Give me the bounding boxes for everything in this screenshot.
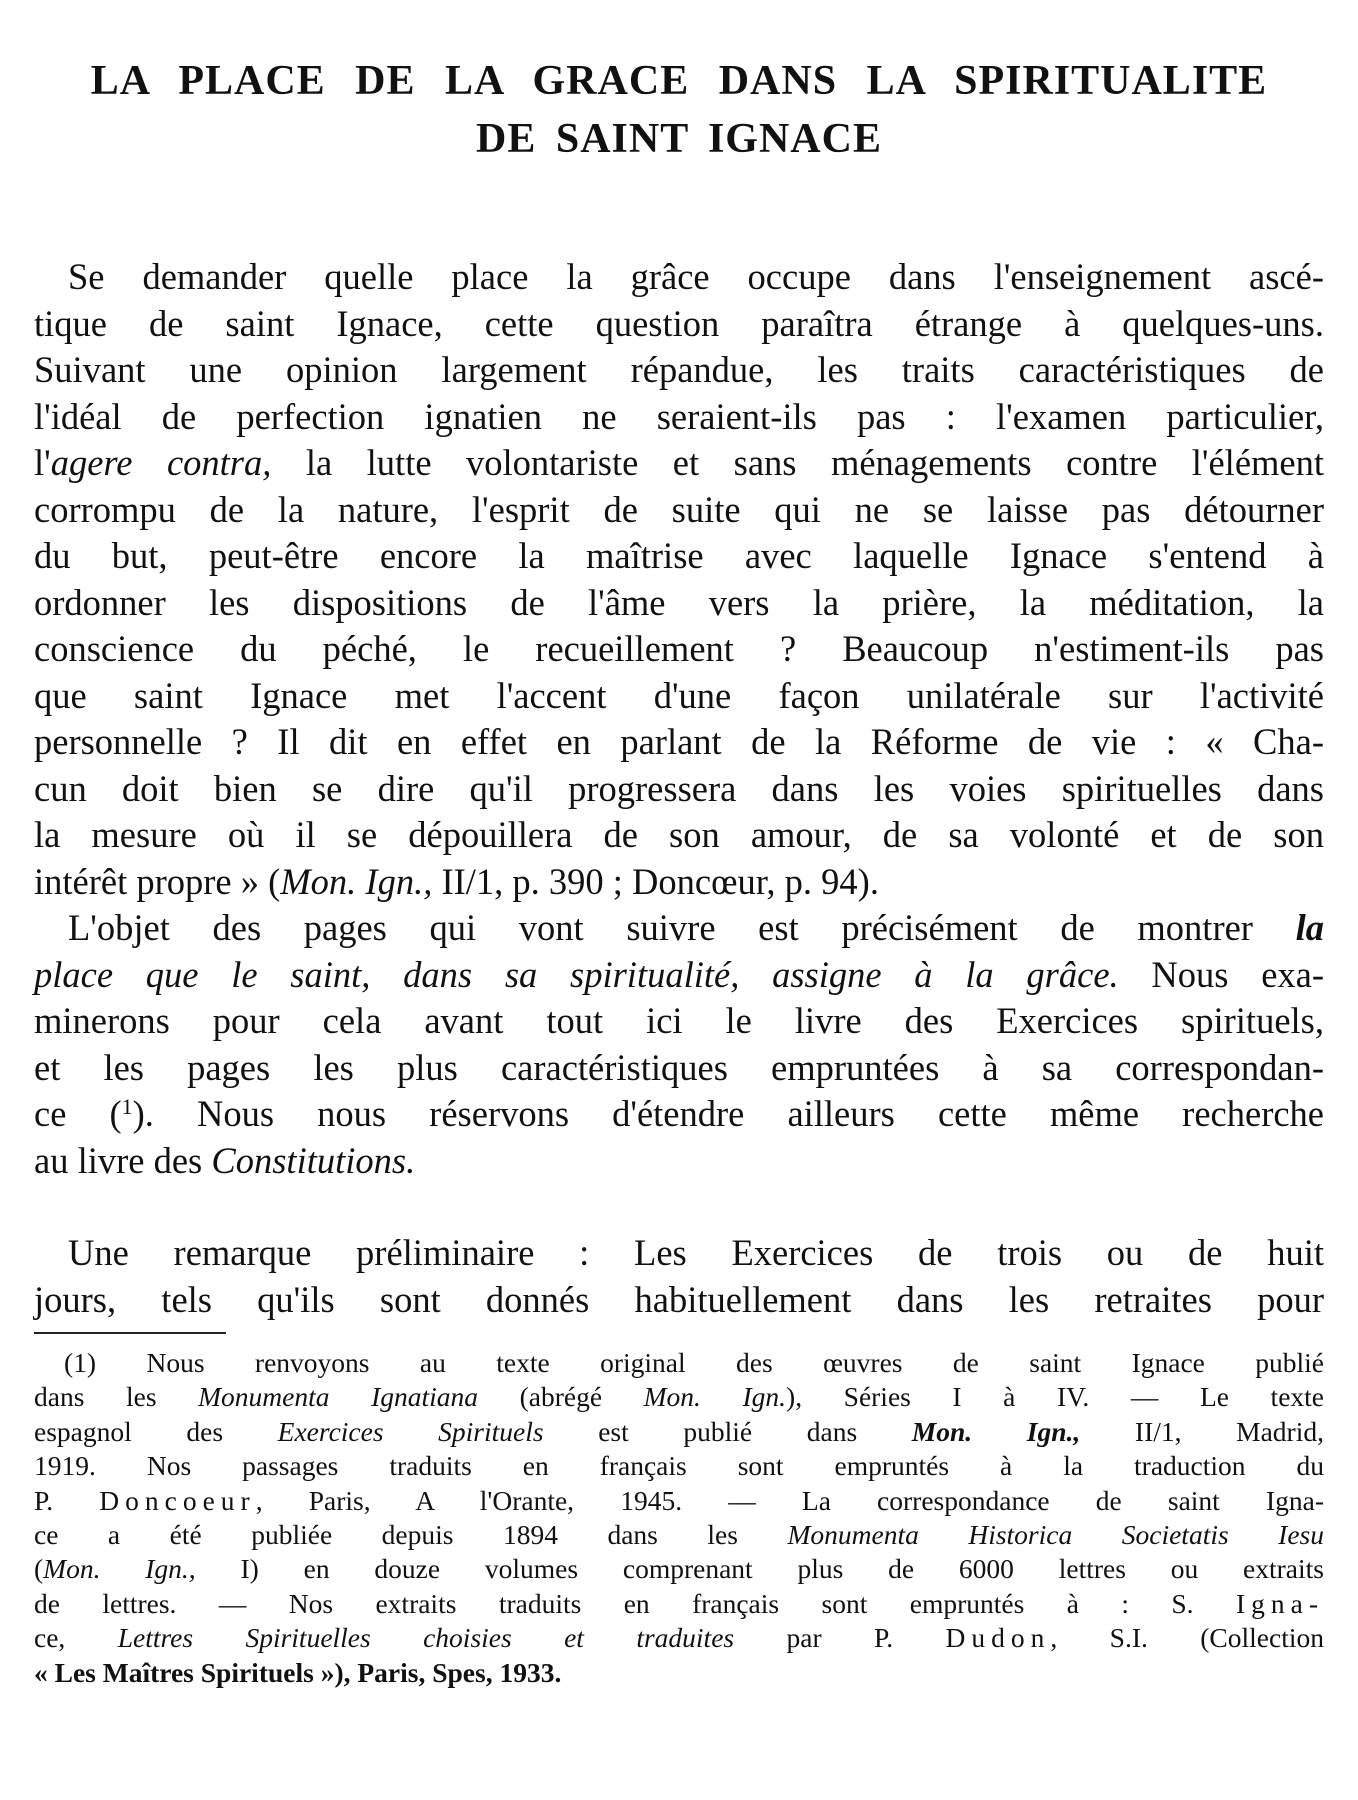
text-line [34, 440, 1324, 487]
paragraph-1 [34, 254, 1324, 905]
text-run: ce, [34, 1622, 118, 1654]
italic-phrase: place que le saint, dans sa spiritualité, assigne à la grâce. [34, 953, 1119, 995]
text-run: ( [34, 1553, 44, 1585]
text-line: ordonner les dispositions de l'âme vers la prière, la méditation, la [34, 581, 1324, 623]
footnote-line [34, 1415, 1324, 1449]
italic-title: Constitutions. [211, 1139, 416, 1181]
text-run: est publié dans [543, 1415, 912, 1447]
text-run: ). Nous nous réservons d'étendre ailleurs cette même recherche [132, 1093, 1324, 1134]
text-line [34, 952, 1324, 999]
text-line: conscience du péché, le recueillement ? Beaucoup n'estiment-ils pas [34, 628, 1324, 669]
paragraph-2 [34, 905, 1324, 1184]
text-run: L'objet des pages qui vont suivre est précisément de montrer [68, 907, 1296, 948]
text-run: la lutte volontariste et sans ménagements contre l'élément [271, 442, 1325, 483]
italic-title: Monumenta Historica Societatis Iesu [787, 1519, 1324, 1551]
footnote-line [34, 1552, 1324, 1586]
text-run: , Paris, A l'Orante, 1945. — La correspondance de saint Igna- [255, 1484, 1324, 1516]
text-run: Nous exa- [1118, 953, 1324, 995]
footnote-line [34, 1518, 1324, 1552]
text-line: Se demander quelle place la grâce occupe dans l'enseignement ascé- [68, 256, 1324, 297]
spaced-name: Dudon [945, 1622, 1051, 1654]
text-line: que saint Ignace met l'accent d'une façon unilatérale sur l'activité [34, 674, 1324, 716]
footnote-line [34, 1587, 1324, 1621]
footnote-line: « Les Maîtres Spirituels »), Paris, Spes, 1933. [34, 1656, 562, 1688]
text-run: intérêt propre » ( [34, 860, 281, 902]
text-line: et les pages les plus caractéristiques empruntées à sa correspondan- [34, 1046, 1324, 1088]
spaced-name: Doncoeur [99, 1484, 256, 1516]
text-line [34, 859, 1324, 906]
italic-phrase: la [1295, 907, 1324, 948]
italic-citation: Mon. Ign., [280, 860, 433, 902]
text-run: ce ( [34, 1093, 122, 1134]
text-run: II/1, p. 390 ; Doncœur, p. 94). [432, 860, 879, 902]
text-run: espagnol des [34, 1415, 278, 1447]
text-line: l'idéal de perfection ignatien ne seraient-ils pas : l'examen particulier, [34, 395, 1324, 437]
text-run: de lettres. — Nos extraits traduits en français sont empruntés à : S. [34, 1587, 1236, 1619]
text-line: corrompu de la nature, l'esprit de suite qui ne se laisse pas détourner [34, 488, 1324, 530]
footnote-separator [34, 1332, 226, 1334]
italic-abbrev: Mon. Ign., [911, 1415, 1081, 1447]
text-line [34, 1138, 1324, 1185]
text-line: jours, tels qu'ils sont donnés habituellement dans les retraites pour [34, 1278, 1324, 1320]
article-body [34, 254, 1324, 1323]
document-page [34, 52, 1325, 1688]
article-title [34, 52, 1324, 168]
paragraph-gap [34, 1184, 1324, 1230]
footnote-line [34, 1621, 1324, 1655]
text-line: Une remarque préliminaire : Les Exercices de trois ou de huit [68, 1232, 1324, 1273]
text-line [34, 905, 1324, 952]
text-line: minerons pour cela avant tout ici le livre des Exercices spirituels, [34, 1000, 1324, 1041]
italic-abbrev: Mon. Ign., [43, 1553, 196, 1585]
paragraph-3 [34, 1230, 1324, 1323]
italic-title: Exercices Spirituels [277, 1415, 544, 1447]
italic-phrase: agere contra, [50, 442, 272, 483]
italic-title: Monumenta Ignatiana [198, 1381, 479, 1413]
spaced-name: Igna- [1235, 1587, 1324, 1619]
footnote [34, 1346, 1324, 1690]
title-line-1: LA PLACE DE LA GRACE DANS LA SPIRITUALITE [90, 58, 1268, 104]
italic-abbrev: Mon. Ign. [643, 1381, 787, 1413]
text-run: ce a été publiée depuis 1894 dans les [34, 1519, 788, 1551]
text-run: au livre des [34, 1139, 212, 1181]
text-line [34, 1091, 1324, 1138]
title-line-2: DE SAINT IGNACE [476, 116, 882, 162]
text-run: (abrégé [478, 1381, 644, 1413]
text-line: tique de saint Ignace, cette question paraîtra étrange à quelques-uns. [34, 302, 1324, 344]
text-run: I) en douze volumes comprenant plus de 6000 lettres ou extraits [195, 1553, 1324, 1585]
text-run: , S.I. (Collection [1050, 1622, 1324, 1654]
footnote-reference[interactable]: 1 [121, 1094, 133, 1119]
footnote-line: (1) Nous renvoyons au texte original des œuvres de saint Ignace publié [64, 1347, 1324, 1378]
italic-title: Lettres Spirituelles choisies et traduites [117, 1622, 735, 1654]
footnote-line [34, 1380, 1324, 1414]
text-run: par P. [734, 1622, 946, 1654]
footnote-line: 1919. Nos passages traduits en français sont empruntés à la traduction du [34, 1450, 1324, 1482]
text-run: ), Séries I à IV. — Le texte [786, 1381, 1324, 1413]
text-line: Suivant une opinion largement répandue, les traits caractéristiques de [34, 349, 1324, 390]
text-run: P. [34, 1484, 100, 1516]
text-line: cun doit bien se dire qu'il progressera dans les voies spirituelles dans [34, 767, 1324, 809]
text-line: du but, peut-être encore la maîtrise avec laquelle Ignace s'entend à [34, 535, 1324, 576]
text-run: dans les [34, 1381, 199, 1413]
text-line: personnelle ? Il dit en effet en parlant de la Réforme de vie : « Cha- [34, 721, 1324, 762]
text-line: la mesure où il se dépouillera de son amour, de sa volonté et de son [34, 814, 1324, 855]
footnote-line [34, 1484, 1324, 1518]
text-run: l' [34, 442, 51, 483]
text-run: II/1, Madrid, [1080, 1415, 1324, 1447]
